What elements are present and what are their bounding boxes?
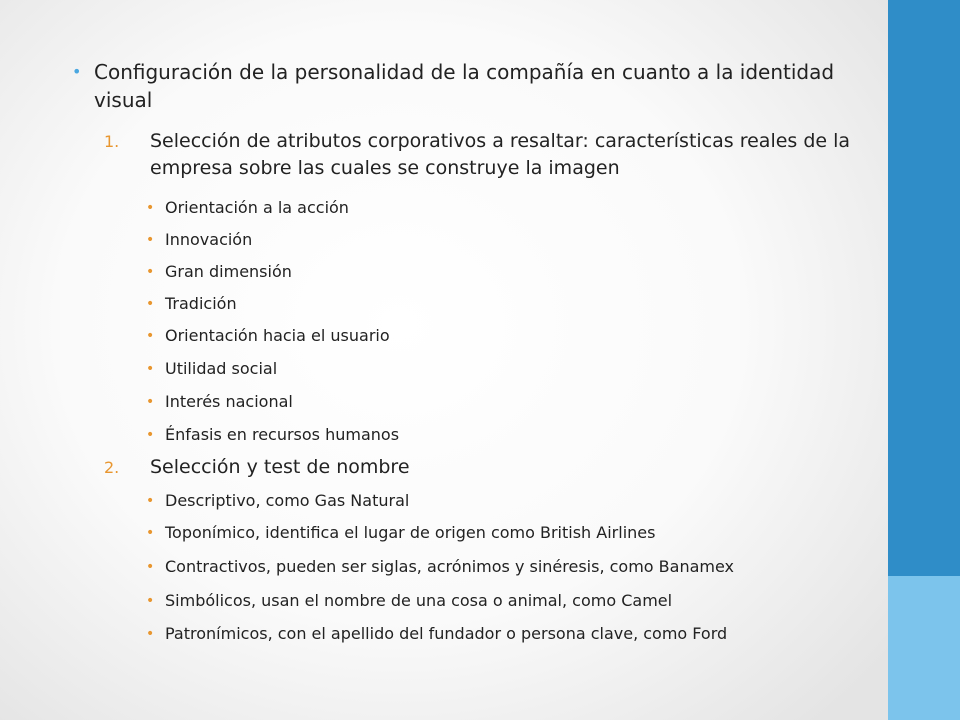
list-item	[146, 325, 390, 347]
side-bar-accent	[888, 576, 960, 720]
list-item	[146, 261, 292, 283]
list-item	[146, 490, 409, 512]
list-item	[146, 623, 727, 645]
list-item	[146, 229, 252, 251]
list-item-text: Utilidad social	[165, 359, 278, 378]
bullet-icon: •	[146, 427, 155, 443]
list-item	[146, 197, 349, 219]
list-item	[146, 424, 399, 446]
list-item-text: Toponímico, identifica el lugar de origen como British Airlines	[165, 523, 656, 542]
bullet-icon: •	[146, 593, 155, 609]
bullet-icon: •	[146, 493, 155, 509]
bullet-icon: •	[72, 62, 82, 81]
bullet-icon: •	[146, 525, 155, 541]
section-number: 2.	[104, 458, 120, 477]
list-item	[146, 358, 277, 380]
list-item	[146, 522, 655, 544]
list-item-text: Tradición	[165, 294, 237, 313]
section-2-heading	[104, 454, 870, 481]
bullet-icon: •	[146, 264, 155, 280]
list-item-text: Patronímicos, con el apellido del fundador o persona clave, como Ford	[165, 624, 728, 643]
main-bullet-text: Configuración de la personalidad de la compañía en cuanto a la identidad visual	[94, 60, 835, 112]
bullet-icon: •	[146, 394, 155, 410]
list-item-text: Orientación hacia el usuario	[165, 326, 390, 345]
main-bullet	[72, 58, 874, 114]
list-item-text: Innovación	[165, 230, 253, 249]
list-item	[146, 590, 672, 612]
section-title: Selección y test de nombre	[150, 456, 410, 478]
bullet-icon: •	[146, 559, 155, 575]
list-item	[146, 391, 293, 413]
list-item	[146, 556, 734, 578]
bullet-icon: •	[146, 232, 155, 248]
section-number: 1.	[104, 132, 120, 151]
list-item-text: Descriptivo, como Gas Natural	[165, 491, 410, 510]
list-item-text: Orientación a la acción	[165, 198, 349, 217]
section-title: Selección de atributos corporativos a resaltar: características reales de la empresa sobre las cuales se construye la imagen	[150, 130, 851, 179]
section-1-heading	[104, 128, 870, 182]
list-item-text: Énfasis en recursos humanos	[165, 425, 400, 444]
bullet-icon: •	[146, 296, 155, 312]
bullet-icon: •	[146, 200, 155, 216]
list-item-text: Interés nacional	[165, 392, 293, 411]
list-item-text: Contractivos, pueden ser siglas, acrónimos y sinéresis, como Banamex	[165, 557, 735, 576]
list-item	[146, 293, 237, 315]
bullet-icon: •	[146, 626, 155, 642]
list-item-text: Gran dimensión	[165, 262, 292, 281]
bullet-icon: •	[146, 328, 155, 344]
bullet-icon: •	[146, 361, 155, 377]
list-item-text: Simbólicos, usan el nombre de una cosa o animal, como Camel	[165, 591, 673, 610]
